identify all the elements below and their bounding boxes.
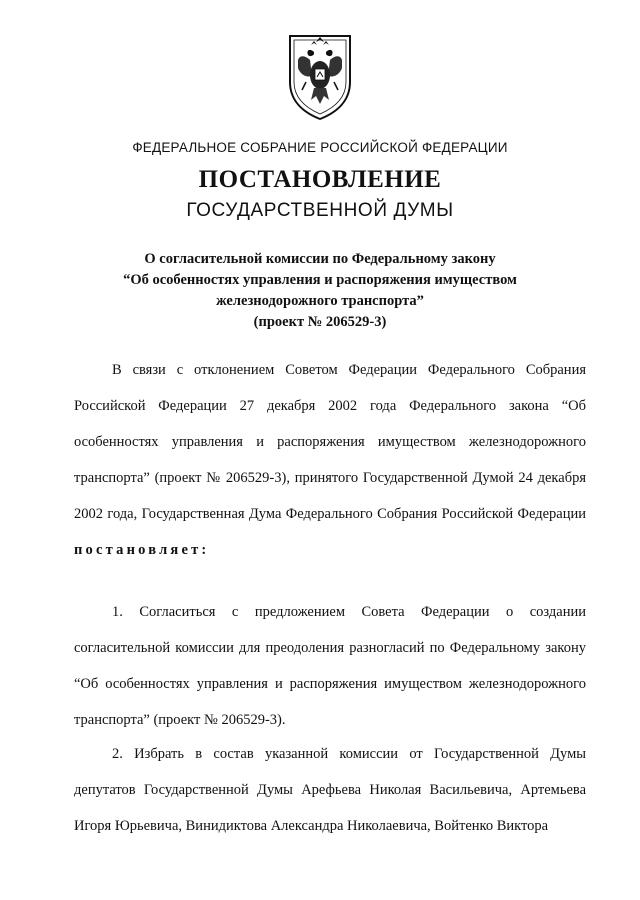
- preamble-text: В связи с отклонением Советом Федерации Федерального Собрания Российской Федерации 27 декабря 2002 года Федерального закона “Об особенностях управления и распоряжения имуществом железнодорожного транспорта” (проект № 206529-3), принятого Государственной Думой 24 декабря 2002 года, Государственная Дума Федерального Собрания Российской Федерации: [74, 362, 586, 522]
- document-subject: [0, 249, 640, 333]
- subject-line: железнодорожного транспорта”: [216, 293, 424, 309]
- subject-line: “Об особенностях управления и распоряжения имуществом: [123, 272, 517, 288]
- paragraph-preamble: [74, 352, 586, 568]
- coat-of-arms-emblem: [284, 30, 356, 122]
- paragraph-item-2: 2. Избрать в состав указанной комиссии от Государственной Думы депутатов Государственной Думы Арефьева Николая Васильевича, Артемьева Игоря Юрьевича, Винидиктова Александра Николаевича, Войтенко Виктора: [74, 746, 586, 834]
- document-issuer: ГОСУДАРСТВЕННОЙ ДУМЫ: [186, 200, 454, 221]
- subject-line: О согласительной комиссии по Федеральному закону: [144, 251, 496, 267]
- paragraph-item-1: 1. Согласиться с предложением Совета Федерации о создании согласительной комиссии для преодоления разногласий по Федеральному закону “Об особенностях управления и распоряжения имуществом железнодорожного транспорта” (проект № 206529-3).: [74, 604, 586, 728]
- organization-name: ФЕДЕРАЛЬНОЕ СОБРАНИЕ РОССИЙСКОЙ ФЕДЕРАЦИИ: [132, 140, 508, 155]
- resolves-word: постановляет:: [74, 542, 210, 558]
- document-type: ПОСТАНОВЛЕНИЕ: [198, 166, 442, 193]
- subject-line: (проект № 206529-3): [253, 314, 387, 330]
